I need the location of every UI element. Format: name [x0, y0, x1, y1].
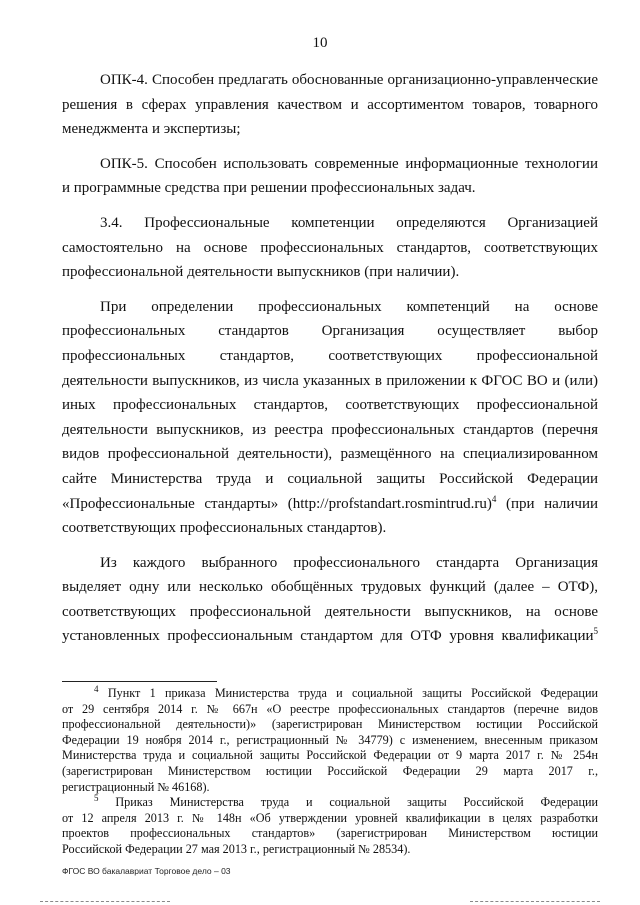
text-segment: «Профессиональные стандарты» (http://profstandart.rosmintrud.ru): [62, 495, 492, 512]
footnote-line: от 29 сентября 2014 г. № 667н «О реестре профессиональных стандартов (перечне видов: [62, 701, 598, 716]
text-line: При определении профессиональных компетенций на основе: [100, 298, 598, 315]
text-line: соответствующих профессиональных стандартов).: [62, 520, 387, 537]
text-line: сайте Министерства труда и социальной защиты Российской Федерации: [62, 470, 598, 487]
paragraph-opk4: [62, 68, 598, 142]
text-segment: Пункт 1 приказа Министерства труда и социальной защиты Российской Федерации: [107, 686, 598, 700]
paragraph-pri-opredelenii: [62, 295, 598, 541]
footnote-line: (зарегистрирован Министерством юстиции Российской Федерации 29 марта 2017 г.,: [62, 763, 598, 778]
footnote-line: [62, 683, 598, 702]
text-line: деятельности выпускников, из реестра профессиональных стандартов (перечня: [62, 421, 598, 438]
footnote-line: проектов профессиональных стандартов» (зарегистрирован Министерством юстиции: [62, 826, 598, 841]
text-line: менеджмента и экспертизы;: [62, 121, 241, 138]
footnote-marker-5: 5: [94, 793, 99, 804]
text-line: ОПК-5. Способен использовать современные информационные технологии: [100, 155, 598, 172]
text-line: профессиональных стандартов Организация осуществляет выбор: [62, 323, 598, 340]
text-line: 3.4. Профессиональные компетенции определяются Организацией: [100, 214, 598, 231]
text-segment: (при наличии: [505, 495, 598, 512]
footnote-line: [62, 795, 598, 811]
text-line: Из каждого выбранного профессионального стандарта Организация: [100, 554, 598, 571]
footnote-line: Федерации 19 ноября 2014 г., регистрационный № 34779) с изменением, внесенным приказом: [62, 732, 598, 747]
footnote-line: Министерства труда и социальной защиты Российской Федерации от 9 марта 2017 г. № 254н: [62, 748, 598, 763]
paragraph-3-4: [62, 211, 598, 285]
text-segment: Приказ Министерства труда и социальной защиты Российской Федерации: [115, 795, 599, 810]
scan-edge-mark: [470, 901, 600, 902]
footnote-ref-4[interactable]: 4: [491, 493, 497, 504]
footnote-separator: [62, 681, 217, 682]
footnote-marker-4: 4: [94, 683, 99, 694]
footnote-4: [62, 683, 598, 795]
text-line: профессиональных стандартов, соответствующих профессиональной: [62, 347, 598, 364]
footnote-line: профессиональной деятельности)» (зарегистрирован Министерством юстиции Российской: [62, 717, 598, 732]
text-line: решения в сферах управления качеством и ассортиментом товаров, товарного: [62, 96, 598, 113]
text-line: самостоятельно на основе профессиональных стандартов, соответствующих: [62, 239, 598, 256]
text-line: [62, 492, 598, 517]
paragraph-opk5: [62, 152, 598, 201]
text-line: профессиональной деятельности выпускников (при наличии).: [62, 264, 460, 281]
text-line: [62, 624, 598, 649]
footnote-ref-5[interactable]: 5: [593, 626, 598, 637]
footnotes: [62, 683, 599, 858]
document-footer: ФГОС ВО бакалавриат Торговое дело – 03: [62, 866, 231, 876]
footnote-line: Российской Федерации 27 мая 2013 г., регистрационный № 28534).: [62, 841, 411, 856]
footnote-5: [62, 795, 598, 857]
text-line: деятельности выпускников, из числа указанных в приложении к ФГОС ВО и (или): [62, 372, 598, 389]
footnote-line: от 12 апреля 2013 г. № 148н «Об утверждении уровней квалификации в целях разработки: [62, 810, 598, 825]
footnote-line: регистрационный № 46168).: [62, 779, 210, 794]
text-line: соответствующих профессиональной деятельности выпускников, на основе: [62, 603, 598, 620]
text-line: ОПК-4. Способен предлагать обоснованные организационно-управленческие: [100, 72, 598, 88]
scan-edge-mark: [40, 901, 170, 902]
main-text: [62, 68, 598, 649]
text-segment: установленных профессиональным стандартом для ОТФ уровня квалификации: [62, 628, 594, 645]
paragraph-iz-kazhdogo: [62, 551, 598, 649]
text-line: и программные средства при решении профессиональных задач.: [62, 180, 476, 197]
text-line: иных профессиональных стандартов, соответствующих профессиональной: [62, 397, 598, 414]
page-number: 10: [312, 35, 328, 51]
text-line: выделяет одну или несколько обобщённых трудовых функций (далее – ОТФ),: [62, 579, 598, 596]
text-line: видов профессиональной деятельности), размещённого на специализированном: [62, 446, 598, 463]
